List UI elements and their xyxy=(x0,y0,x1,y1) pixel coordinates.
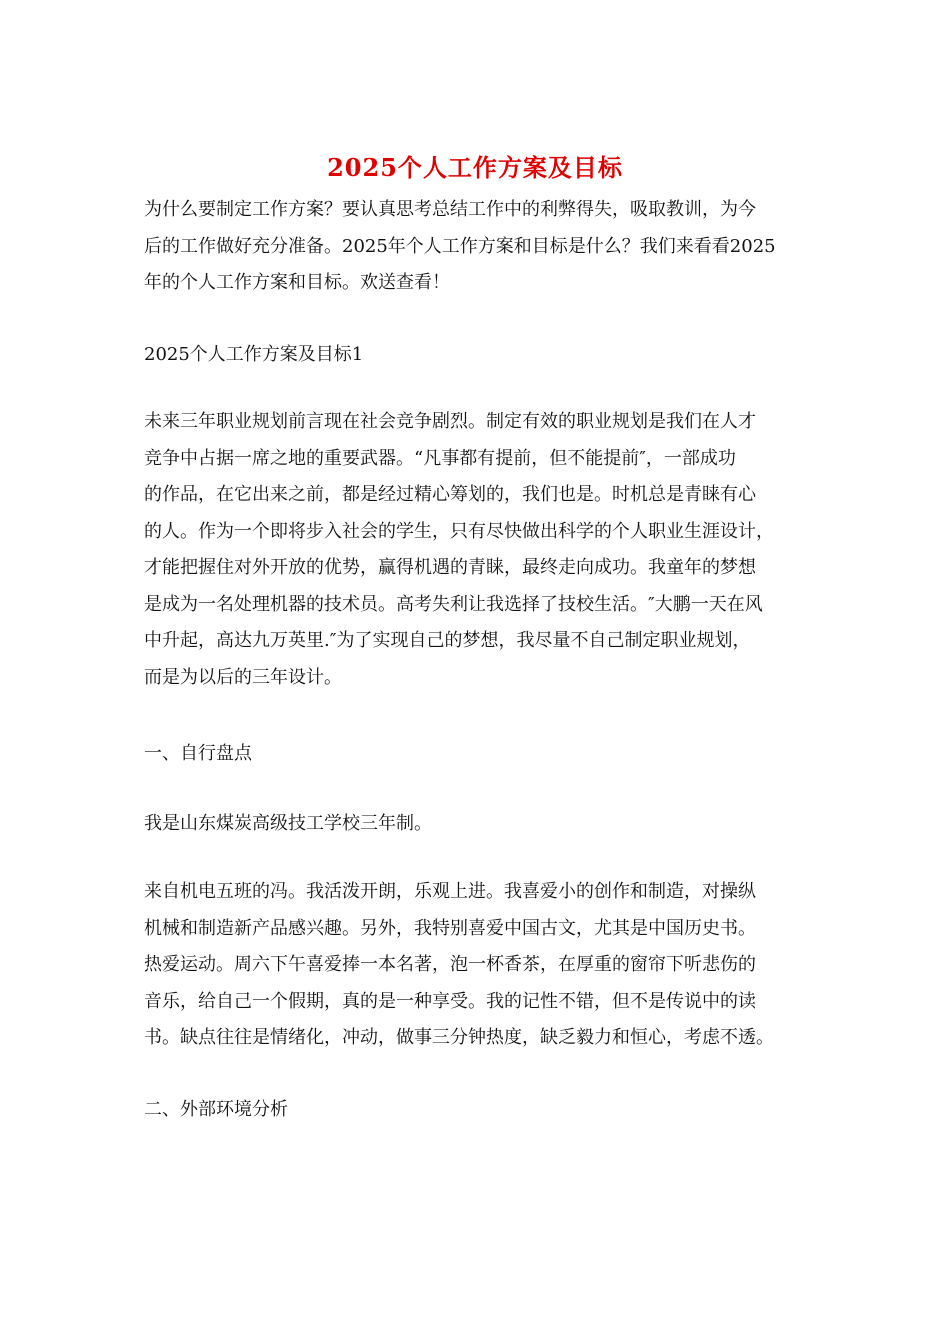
self-description-paragraph xyxy=(144,874,814,1057)
paragraph-line: 来自机电五班的冯。我活泼开朗，乐观上进。我喜爱小的创作和制造，对操纵 xyxy=(144,881,756,902)
intro-line: 后的工作做好充分准备。2025年个人工作方案和目标是什么？我们来看看2025 xyxy=(144,235,776,257)
paragraph-line: 未来三年职业规划前言现在社会竞争剧烈。制定有效的职业规划是我们在人才 xyxy=(144,411,756,432)
section-heading: 2025个人工作方案及目标1 xyxy=(144,344,364,365)
paragraph-line: 的作品，在它出来之前，都是经过精心筹划的，我们也是。时机总是青睐有心 xyxy=(144,484,756,505)
intro-paragraph xyxy=(144,192,814,302)
intro-line: 年的个人工作方案和目标。欢送查看！ xyxy=(144,272,450,293)
paragraph-line: 的人。作为一个即将步入社会的学生，只有尽快做出科学的个人职业生涯设计， xyxy=(144,520,774,542)
paragraph-line: 中升起，高达九万英里.″为了实现自己的梦想，我尽量不自己制定职业规划， xyxy=(144,630,751,651)
external-analysis-heading: 二、外部环境分析 xyxy=(144,1099,288,1120)
intro-line: 为什么要制定工作方案？要认真思考总结工作中的利弊得失，吸取教训，为今 xyxy=(144,199,756,220)
document-title: 2025个人工作方案及目标 xyxy=(327,153,623,182)
paragraph-line: 竞争中占据一席之地的重要武器。“凡事都有提前，但不能提前″，一部成功 xyxy=(144,447,736,469)
self-inventory-heading: 一、自行盘点 xyxy=(144,743,252,764)
paragraph-line: 音乐，给自己一个假期，真的是一种享受。我的记性不错，但不是传说中的读 xyxy=(144,990,756,1012)
paragraph-line: 才能把握住对外开放的优势，赢得机遇的青睐，最终走向成功。我童年的梦想 xyxy=(144,557,756,578)
school-paragraph: 我是山东煤炭高级技工学校三年制。 xyxy=(144,813,432,834)
paragraph-line: 热爱运动。周六下午喜爱捧一本名著，泡一杯香茶，在厚重的窗帘下听悲伤的 xyxy=(144,954,756,975)
paragraph-line: 机械和制造新产品感兴趣。另外，我特别喜爱中国古文，尤其是中国历史书。 xyxy=(144,917,756,939)
paragraph-line: 而是为以后的三年设计。 xyxy=(144,666,342,688)
career-plan-paragraph xyxy=(144,404,814,696)
paragraph-line: 是成为一名处理机器的技术员。高考失利让我选择了技校生活。″大鹏一天在风 xyxy=(144,593,763,615)
paragraph-line: 书。缺点往往是情绪化，冲动，做事三分钟热度，缺乏毅力和恒心，考虑不透。 xyxy=(144,1027,774,1048)
